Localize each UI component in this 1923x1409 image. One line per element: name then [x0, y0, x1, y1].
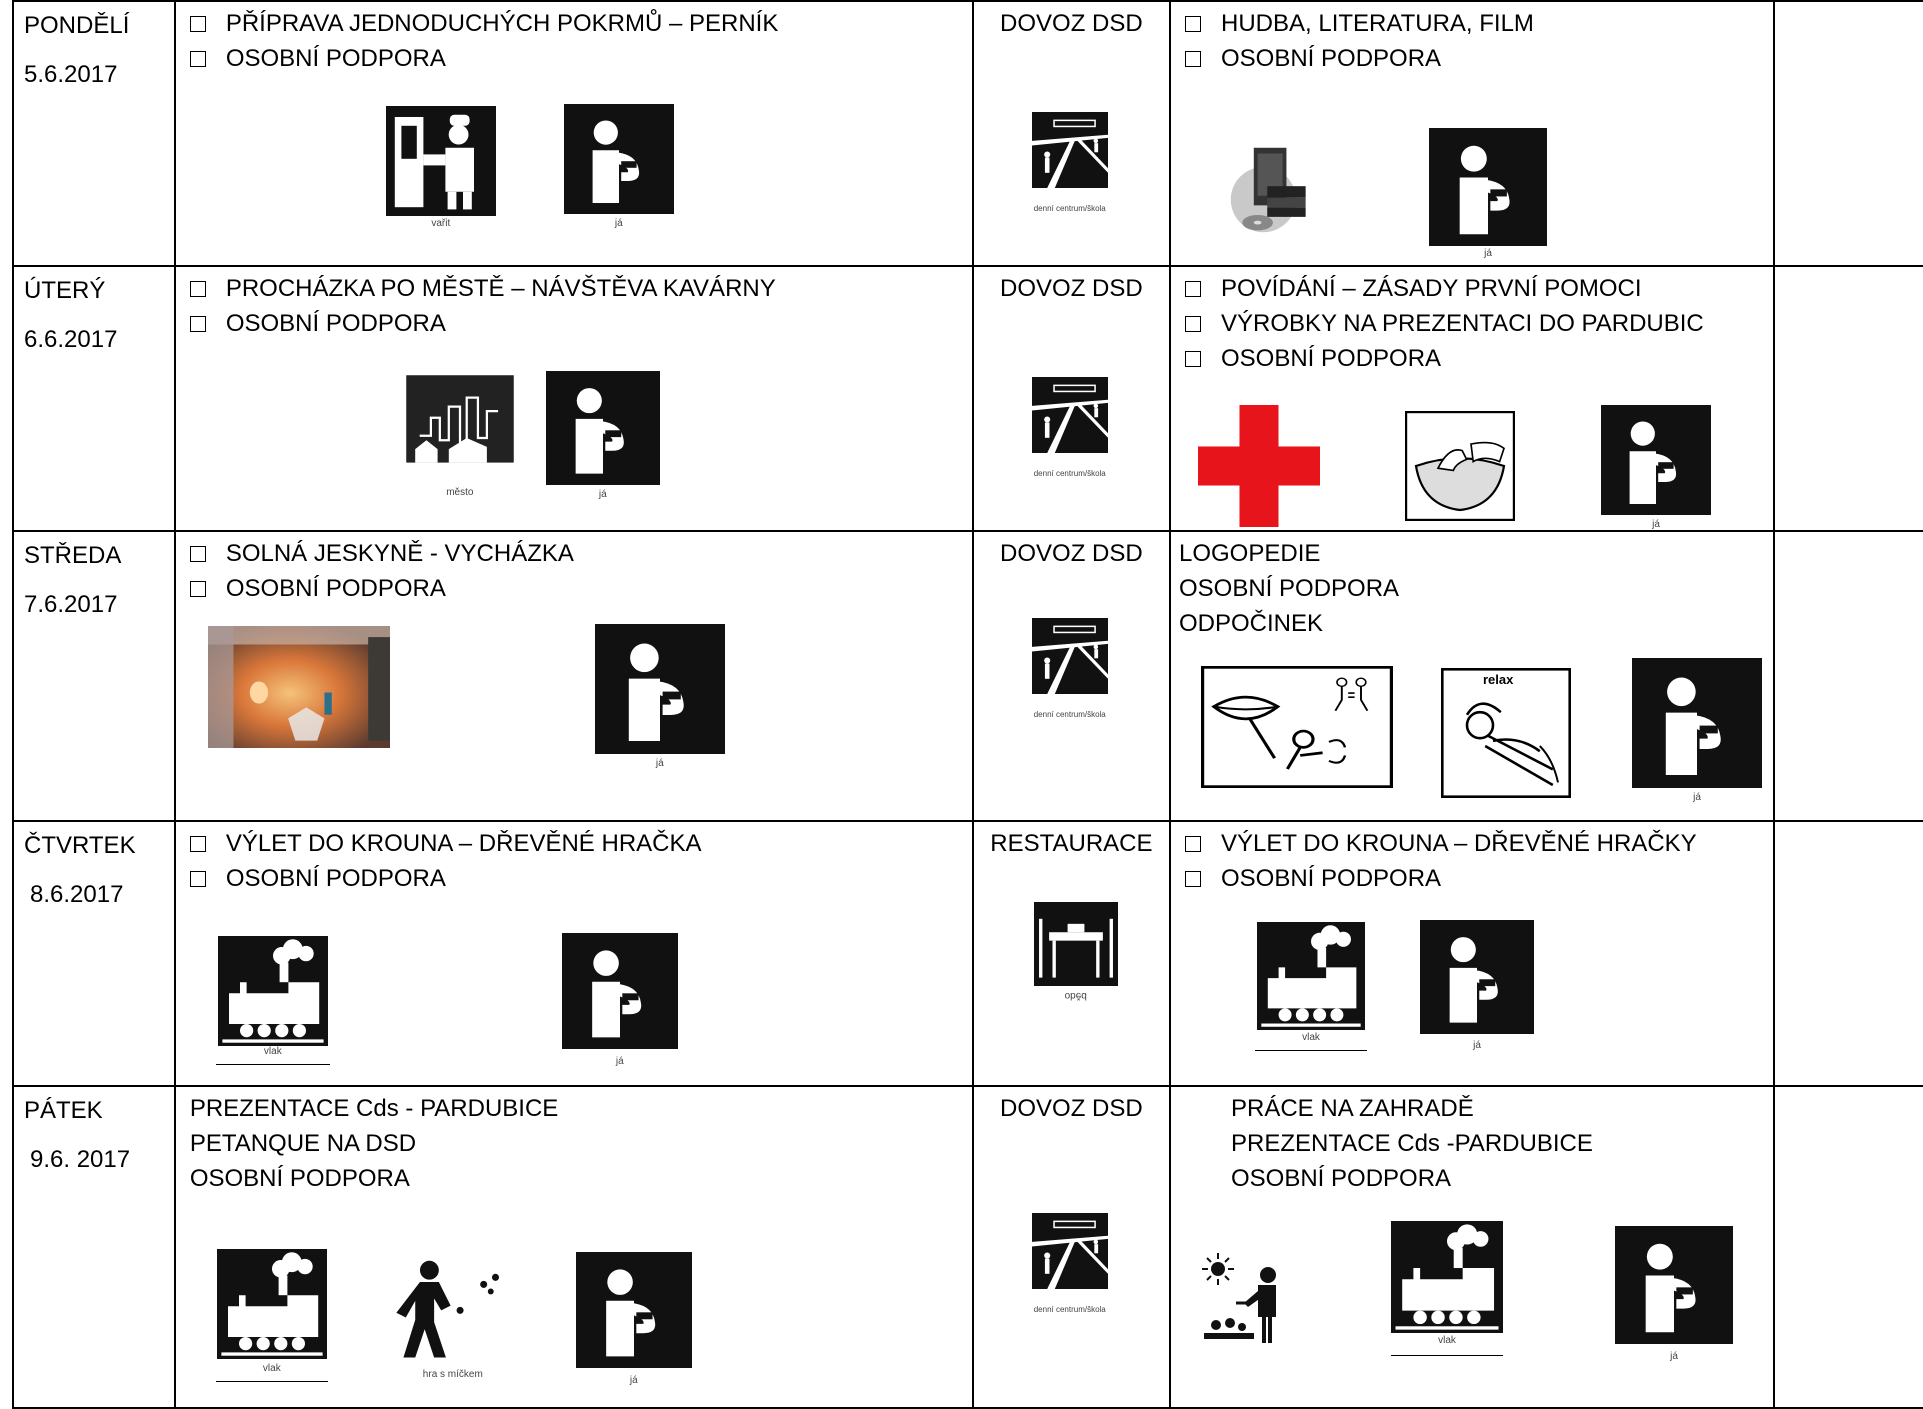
activity-label: OSOBNÍ PODPORA — [1179, 575, 1400, 602]
transport-label: DOVOZ DSD — [1000, 1095, 1143, 1122]
activity-label: PŘÍPRAVA JEDNODUCHÝCH POKRMŮ – PERNÍK — [225, 10, 779, 37]
pictogram-label: já — [1670, 1351, 1678, 1362]
activity-item — [190, 41, 986, 76]
day-date: 5.6.2017 — [24, 61, 118, 88]
pictogram-label: já — [1473, 1040, 1481, 1051]
gardening-icon — [1195, 1245, 1297, 1345]
schedule-row-thursday — [13, 821, 1923, 1086]
activity-label: VÝLET DO KROUNA – DŘEVĚNÉ HRAČKA — [225, 830, 702, 857]
activity-item — [1185, 6, 1787, 41]
day-cell — [13, 821, 175, 1086]
ball-game-pictogram-icon — [392, 1249, 514, 1389]
activity-label: POVÍDÁNÍ – ZÁSADY PRVNÍ POMOCI — [1221, 275, 1642, 302]
activity-item — [190, 571, 986, 606]
person-me-pictogram-icon — [1427, 128, 1549, 264]
notes-cell — [1774, 821, 1923, 1086]
day-cell — [13, 1, 175, 266]
activity-item — [1185, 826, 1787, 861]
pictogram-label: já — [1652, 519, 1660, 530]
pictogram-label: já — [614, 218, 623, 229]
checkbox[interactable] — [1185, 16, 1201, 32]
transport-cell — [973, 1086, 1170, 1408]
day-date: 7.6.2017 — [24, 591, 118, 618]
activity-label: PETANQUE NA DSD — [189, 1130, 417, 1157]
relax-label: relax — [1483, 672, 1514, 687]
restaurant-table-pictogram-icon — [1034, 900, 1118, 1008]
activity-label: PRÁCE NA ZAHRADĚ — [1231, 1095, 1474, 1122]
person-me-pictogram-icon — [562, 104, 676, 232]
day-cell — [13, 1086, 175, 1408]
pictogram-label: vlak — [262, 1363, 281, 1374]
activity-label: VÝLET DO KROUNA – DŘEVĚNÉ HRAČKY — [1221, 830, 1697, 857]
transport-cell — [973, 266, 1170, 531]
checkbox[interactable] — [190, 581, 206, 597]
day-name: PONDĚLÍ — [24, 12, 130, 39]
person-me-pictogram-icon — [1419, 920, 1535, 1056]
pictogram-label: já — [1693, 792, 1701, 803]
activity-label: PROCHÁZKA PO MĚSTĚ – NÁVŠTĚVA KAVÁRNY — [225, 275, 776, 302]
schedule-row-tuesday — [13, 266, 1923, 531]
pictogram-label: denní centrum/škola — [1033, 710, 1106, 719]
pictogram-label: město — [446, 487, 474, 498]
day-cell — [13, 531, 175, 821]
activity-item — [190, 826, 986, 861]
afternoon-activities-cell — [1170, 1, 1774, 266]
checkbox[interactable] — [1185, 836, 1201, 852]
notes-cell — [1774, 1, 1923, 266]
weekly-schedule-table — [12, 0, 1923, 1409]
train-pictogram-icon — [216, 936, 330, 1070]
bowl-craft-icon — [1405, 411, 1515, 521]
activity-item — [190, 271, 986, 306]
person-me-pictogram-icon — [576, 1251, 692, 1391]
transport-label: DOVOZ DSD — [1000, 10, 1143, 37]
activity-label: OSOBNÍ PODPORA — [1221, 345, 1442, 372]
day-center-school-pictogram-icon — [1032, 604, 1108, 722]
pictogram-label: denní centrum/škola — [1033, 204, 1106, 213]
morning-activities-cell — [175, 1086, 973, 1408]
afternoon-activities-cell — [1170, 1086, 1774, 1408]
label-underline — [1391, 1355, 1503, 1356]
day-date: 6.6.2017 — [24, 326, 118, 353]
day-cell — [13, 266, 175, 531]
label-underline — [216, 1381, 328, 1382]
pictogram-label: já — [1484, 248, 1492, 259]
red-cross-icon — [1197, 405, 1321, 527]
activity-label: OSOBNÍ PODPORA — [189, 1165, 410, 1192]
activity-label: OSOBNÍ PODPORA — [225, 865, 446, 892]
music-books-film-icon — [1225, 142, 1321, 238]
train-pictogram-icon — [1391, 1221, 1503, 1363]
transport-cell — [973, 821, 1170, 1086]
person-me-pictogram-icon — [562, 932, 678, 1074]
checkbox[interactable] — [190, 836, 206, 852]
activity-label: LOGOPEDIE — [1179, 540, 1321, 567]
activity-item — [1185, 306, 1787, 341]
checkbox[interactable] — [190, 316, 206, 332]
morning-activities-cell — [175, 821, 973, 1086]
person-me-pictogram-icon — [1631, 658, 1763, 810]
day-name: ČTVRTEK — [24, 832, 136, 859]
transport-label: RESTAURACE — [990, 830, 1153, 857]
pictogram-label: vlak — [263, 1046, 282, 1057]
person-me-pictogram-icon — [1599, 405, 1713, 531]
morning-activities-cell — [175, 531, 973, 821]
transport-label: DOVOZ DSD — [1000, 275, 1143, 302]
day-name: STŘEDA — [24, 542, 122, 569]
day-name: PÁTEK — [24, 1097, 103, 1124]
activity-item — [190, 861, 986, 896]
activity-label: HUDBA, LITERATURA, FILM — [1221, 10, 1534, 37]
checkbox[interactable] — [190, 16, 206, 32]
activity-item — [1185, 271, 1787, 306]
checkbox[interactable] — [1185, 51, 1201, 67]
salt-cave-photo — [208, 626, 390, 748]
speech-therapy-icon — [1201, 666, 1393, 788]
checkbox[interactable] — [190, 546, 206, 562]
activity-item — [190, 6, 986, 41]
activity-item — [190, 306, 986, 341]
day-center-school-pictogram-icon — [1032, 363, 1108, 481]
pictogram-label: vlak — [1302, 1032, 1320, 1043]
pictogram-label: já — [598, 489, 607, 500]
cooking-pictogram-icon — [386, 106, 496, 232]
checkbox[interactable] — [1185, 316, 1201, 332]
checkbox[interactable] — [190, 871, 206, 887]
pictogram-label: vlak — [1438, 1335, 1456, 1346]
checkbox[interactable] — [190, 281, 206, 297]
pictogram-label: já — [655, 758, 664, 769]
schedule-row-wednesday — [13, 531, 1923, 821]
label-underline — [216, 1064, 330, 1065]
relax-icon — [1441, 668, 1571, 798]
transport-cell — [973, 1, 1170, 266]
day-date: 8.6.2017 — [30, 881, 124, 908]
afternoon-activities-cell — [1170, 821, 1774, 1086]
morning-activities-cell — [175, 266, 973, 531]
transport-cell — [973, 531, 1170, 821]
activity-label: ODPOČINEK — [1179, 610, 1324, 637]
day-center-school-pictogram-icon — [1032, 1199, 1108, 1317]
pictogram-label: vařit — [431, 218, 451, 229]
notes-cell — [1774, 531, 1923, 821]
day-name: ÚTERÝ — [24, 277, 106, 304]
afternoon-activities-cell — [1170, 266, 1774, 531]
activity-label: OSOBNÍ PODPORA — [225, 310, 446, 337]
activity-item — [190, 536, 986, 571]
transport-label: DOVOZ DSD — [1000, 540, 1143, 567]
activity-label: PREZENTACE Cds - PARDUBICE — [189, 1095, 559, 1122]
pictogram-label: hra s míčkem — [422, 1369, 483, 1380]
activity-item — [1185, 41, 1787, 76]
checkbox[interactable] — [190, 51, 206, 67]
checkbox[interactable] — [1185, 351, 1201, 367]
schedule-row-monday — [13, 1, 1923, 266]
afternoon-activities-cell — [1170, 531, 1774, 821]
train-pictogram-icon — [216, 1249, 328, 1389]
person-me-pictogram-icon — [542, 371, 664, 503]
pictogram-label: denní centrum/škola — [1033, 469, 1106, 478]
pictogram-label: já — [629, 1375, 638, 1386]
activity-label: PREZENTACE Cds -PARDUBICE — [1231, 1130, 1593, 1157]
activity-item — [1185, 861, 1787, 896]
pictogram-label: já — [615, 1056, 624, 1067]
pictogram-label: oběd — [1064, 990, 1087, 1001]
activity-label: OSOBNÍ PODPORA — [1221, 45, 1442, 72]
activity-label: VÝROBKY NA PREZENTACI DO PARDUBIC — [1221, 310, 1704, 337]
activity-label: OSOBNÍ PODPORA — [225, 45, 446, 72]
activity-label: OSOBNÍ PODPORA — [1231, 1165, 1452, 1192]
day-date: 9.6. 2017 — [30, 1146, 131, 1173]
person-me-pictogram-icon — [594, 624, 726, 780]
day-center-school-pictogram-icon — [1032, 98, 1108, 216]
activity-label: OSOBNÍ PODPORA — [225, 575, 446, 602]
notes-cell — [1774, 266, 1923, 531]
train-pictogram-icon — [1255, 922, 1367, 1056]
activity-item — [1185, 341, 1787, 376]
city-pictogram-icon — [404, 373, 516, 503]
morning-activities-cell — [175, 1, 973, 266]
checkbox[interactable] — [1185, 871, 1201, 887]
person-me-pictogram-icon — [1615, 1225, 1733, 1371]
label-underline — [1255, 1050, 1367, 1051]
schedule-row-friday — [13, 1086, 1923, 1408]
checkbox[interactable] — [1185, 281, 1201, 297]
activity-label: OSOBNÍ PODPORA — [1221, 865, 1442, 892]
pictogram-label: denní centrum/škola — [1033, 1305, 1106, 1314]
activity-label: SOLNÁ JESKYNĚ - VYCHÁZKA — [225, 540, 574, 567]
